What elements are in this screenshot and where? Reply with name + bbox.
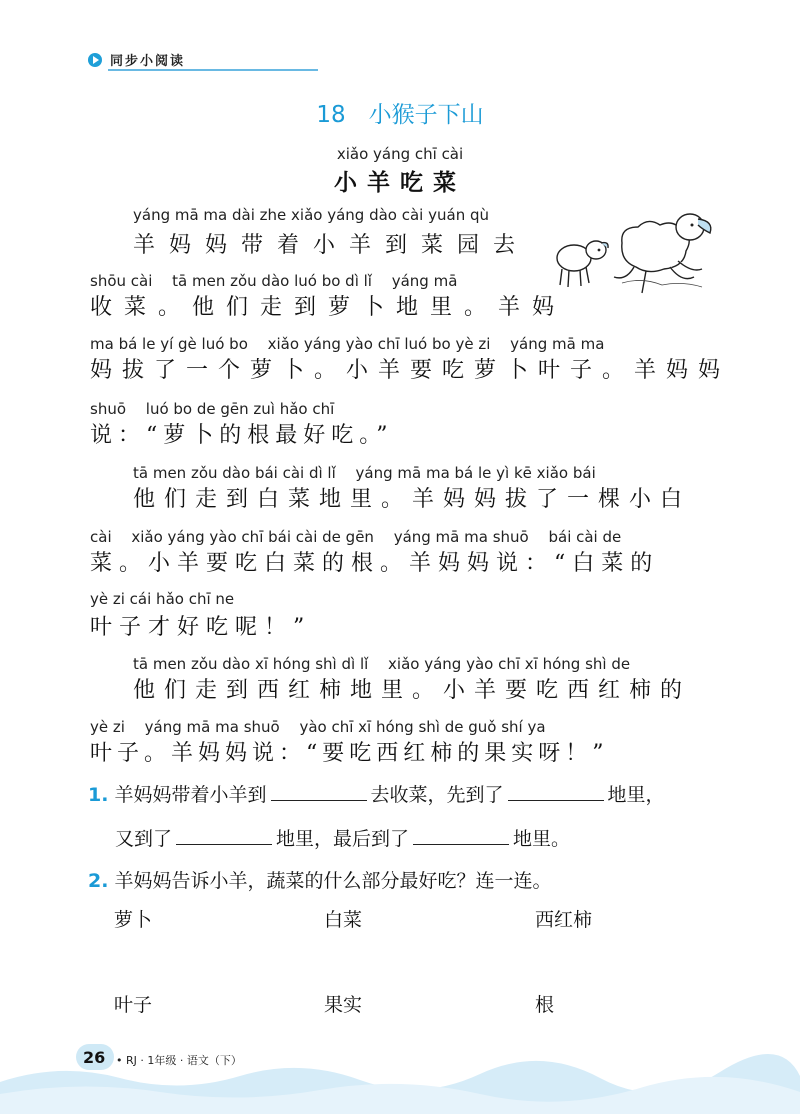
q1-text-c: 地里，: [607, 784, 665, 806]
header-underline: [108, 69, 318, 71]
play-circle-icon: [88, 53, 102, 67]
q1-text-b: 去收菜，先到了: [370, 784, 504, 806]
match-option-bottom-3[interactable]: 根: [535, 994, 555, 1016]
match-option-bottom-2[interactable]: 果实: [324, 994, 363, 1016]
question-2: [88, 866, 552, 893]
question-1-number: 1.: [88, 784, 109, 806]
pinyin-line-9: yè zi yáng mā ma shuō yào chī xī hóng shì de guǒ shí ya: [90, 718, 546, 736]
page-number: 26: [83, 1048, 106, 1067]
sheep-illustration: [552, 203, 722, 308]
text-line-3: 妈拔了一个萝卜。小羊要吃萝卜叶子。羊妈妈: [90, 358, 731, 383]
text-line-7: 叶子才好吃呢！”: [90, 615, 312, 640]
text-line-2: 收菜。他们走到萝卜地里。羊妈: [90, 295, 567, 320]
answer-blank-4[interactable]: [413, 826, 509, 845]
q1-text-f: 地里。: [513, 828, 571, 850]
text-line-4: 说：“萝卜的根最好吃。”: [90, 423, 394, 448]
section-header: [88, 50, 233, 74]
text-line-5: 他们走到白菜地里。羊妈妈拔了一棵小白: [133, 487, 692, 512]
q1-text-e: 地里，最后到了: [276, 828, 410, 850]
question-2-number: 2.: [88, 870, 109, 892]
pinyin-line-4: shuō luó bo de gēn zuì hǎo chī: [90, 400, 335, 418]
answer-blank-1[interactable]: [271, 782, 367, 801]
pinyin-line-2: shōu cài tā men zǒu dào luó bo dì lǐ yáng mā: [90, 272, 458, 290]
text-line-1: 羊妈妈带着小羊到菜园去: [133, 233, 530, 258]
match-option-top-2[interactable]: 白菜: [324, 909, 363, 931]
match-option-top-3[interactable]: 西红柿: [535, 909, 593, 931]
question-1-line-2: [115, 824, 570, 851]
section-label: 同步小阅读: [110, 54, 186, 69]
question-1-line-1: [88, 780, 665, 807]
text-line-8: 他们走到西红柿地里。小羊要吃西红柿的: [133, 678, 692, 703]
answer-blank-2[interactable]: [508, 782, 604, 801]
pinyin-line-1: yáng mā ma dài zhe xiǎo yáng dào cài yuán qù: [133, 206, 489, 224]
text-line-6: 菜。小羊要吃白菜的根。羊妈妈说：“白菜的: [90, 551, 660, 576]
pinyin-line-6: cài xiǎo yáng yào chī bái cài de gēn yáng mā ma shuō bái cài de: [90, 528, 622, 546]
pinyin-line-3: ma bá le yí gè luó bo xiǎo yáng yào chī luó bo yè zi yáng mā ma: [90, 335, 605, 353]
answer-blank-3[interactable]: [176, 826, 272, 845]
match-option-top-1[interactable]: 萝卜: [114, 909, 153, 931]
question-2-text: 羊妈妈告诉小羊，蔬菜的什么部分最好吃？连一连。: [114, 870, 552, 892]
story-title-pinyin: xiǎo yáng chī cài: [336, 145, 464, 163]
q1-text-a: 羊妈妈带着小羊到: [114, 784, 267, 806]
pinyin-line-8: tā men zǒu dào xī hóng shì dì lǐ xiǎo yáng yào chī xī hóng shì de: [133, 655, 631, 673]
match-option-bottom-1[interactable]: 叶子: [114, 994, 153, 1016]
story-title: 小羊吃菜: [334, 170, 466, 196]
pinyin-line-7: yè zi cái hǎo chī ne: [90, 590, 235, 608]
q1-text-d: 又到了: [115, 828, 173, 850]
lesson-title: 18 小猴子下山: [316, 102, 484, 128]
pinyin-line-5: tā men zǒu dào bái cài dì lǐ yáng mā ma bá le yì kē xiǎo bái: [133, 464, 596, 482]
book-info: • RJ · 1年级 · 语文（下）: [116, 1054, 242, 1067]
text-line-9: 叶子。羊妈妈说：“要吃西红柿的果实呀！”: [90, 741, 609, 766]
